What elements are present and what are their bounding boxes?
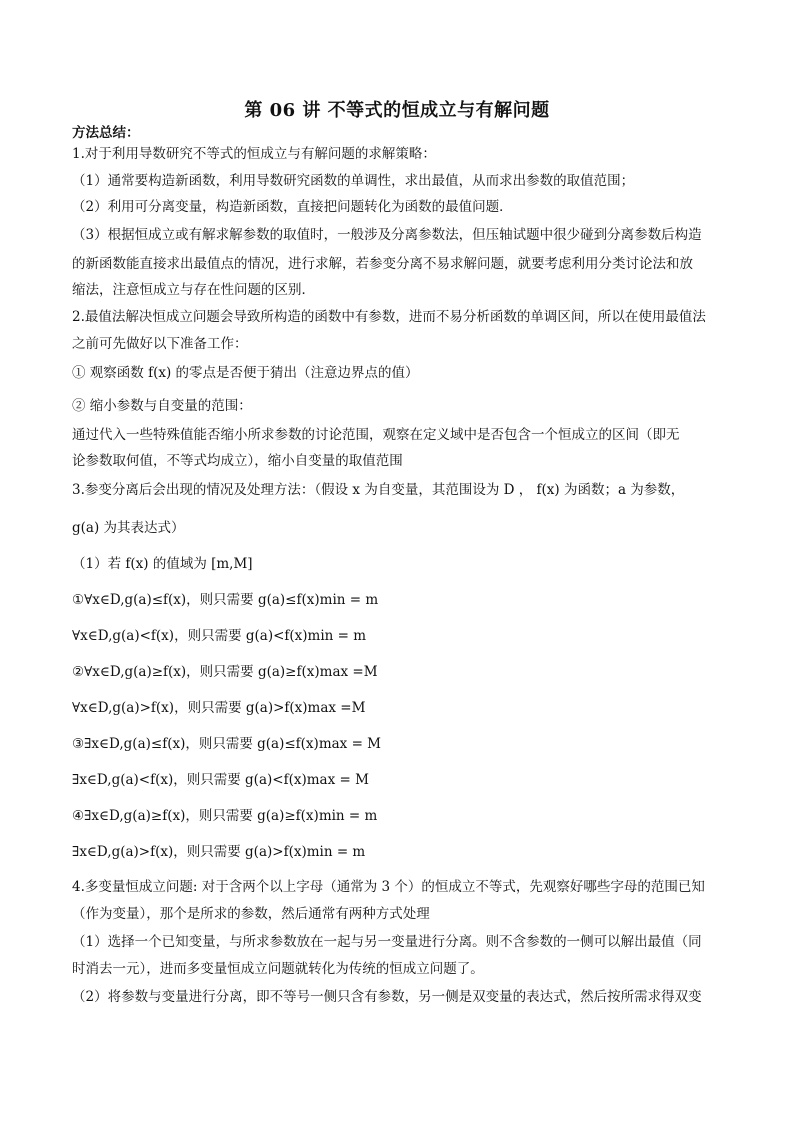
paragraph-line: （1）若 f(x) 的值域为 [m,M]: [72, 556, 253, 572]
paragraph-line: 3.参变分离后会出现的情况及处理方法：（假设 x 为自变量，其范围设为 D ， f(x) 为函数；a 为参数，: [72, 482, 685, 498]
paragraph-line: 2.最值法解决恒成立问题会导致所构造的函数中有参数，进而不易分析函数的单调区间，所以在使用最值法: [72, 309, 706, 325]
page-title: 第 06 讲 不等式的恒成立与有解问题: [244, 100, 550, 121]
paragraph-line: （3）根据恒成立或有解求解参数的取值时，一般涉及分离参数法，但压轴试题中很少碰到分离参数后构造: [72, 227, 702, 243]
paragraph-line: 4.多变量恒成立问题: 对于含两个以上字母（通常为 3 个）的恒成立不等式，先观察好哪些字母的范围已知: [72, 879, 705, 895]
paragraph-line: g(a) 为其表达式）: [72, 520, 185, 536]
paragraph-line: （2）将参数与变量进行分离，即不等号一侧只含有参数，另一侧是双变量的表达式，然后按所需求得双变: [72, 989, 702, 1005]
paragraph-line: 的新函数能直接求出最值点的情况，进行求解，若参变分离不易求解问题，就要考虑利用分类讨论法和放: [72, 256, 693, 272]
paragraph-line: ② 缩小参数与自变量的范围：: [72, 398, 252, 414]
paragraph-line: （作为变量），那个是所求的参数，然后通常有两种方式处理: [72, 906, 430, 922]
paragraph-line: （1）通常要构造新函数，利用导数研究函数的单调性，求出最值，从而求出参数的取值范围；: [72, 173, 635, 189]
formula-line: ②∀x∈D,g(a)≥f(x)，则只需要 g(a)≥f(x)max =M: [72, 664, 378, 680]
formula-line: ③∃x∈D,g(a)≤f(x)，则只需要 g(a)≤f(x)max = M: [72, 736, 381, 752]
formula-line: ④∃x∈D,g(a)≥f(x)，则只需要 g(a)≥f(x)min = m: [72, 808, 378, 824]
formula-line: ∀x∈D,g(a)>f(x)，则只需要 g(a)>f(x)max =M: [72, 700, 366, 716]
formula-line: ∃x∈D,g(a)<f(x)，则只需要 g(a)<f(x)max = M: [72, 772, 369, 788]
paragraph-line: 论参数取何值，不等式均成立），缩小自变量的取值范围: [72, 453, 403, 469]
formula-line: ①∀x∈D,g(a)≤f(x)，则只需要 g(a)≤f(x)min = m: [72, 592, 379, 608]
paragraph-line: ① 观察函数 f(x) 的零点是否便于猜出（注意边界点的值）: [72, 365, 419, 381]
paragraph-line: 1.对于利用导数研究不等式的恒成立与有解问题的求解策略：: [72, 146, 436, 162]
paragraph-line: 缩法，注意恒成立与存在性问题的区别．: [72, 282, 315, 298]
formula-line: ∃x∈D,g(a)>f(x)，则只需要 g(a)>f(x)min = m: [72, 844, 366, 860]
section-heading: 方法总结：: [72, 125, 140, 141]
paragraph-line: （1）选择一个已知变量，与所求参数放在一起与另一变量进行分离。则不含参数的一侧可以解出最值（同: [72, 934, 702, 950]
paragraph-line: 时消去一元），进而多变量恒成立问题就转化为传统的恒成立问题了。: [72, 961, 484, 977]
paragraph-line: （2）利用可分离变量，构造新函数，直接把问题转化为函数的最值问题．: [72, 199, 513, 215]
paragraph-line: 通过代入一些特殊值能否缩小所求参数的讨论范围，观察在定义域中是否包含一个恒成立的区间（即无: [72, 427, 680, 443]
formula-line: ∀x∈D,g(a)<f(x)，则只需要 g(a)<f(x)min = m: [72, 628, 367, 644]
paragraph-line: 之前可先做好以下准备工作：: [72, 336, 248, 352]
